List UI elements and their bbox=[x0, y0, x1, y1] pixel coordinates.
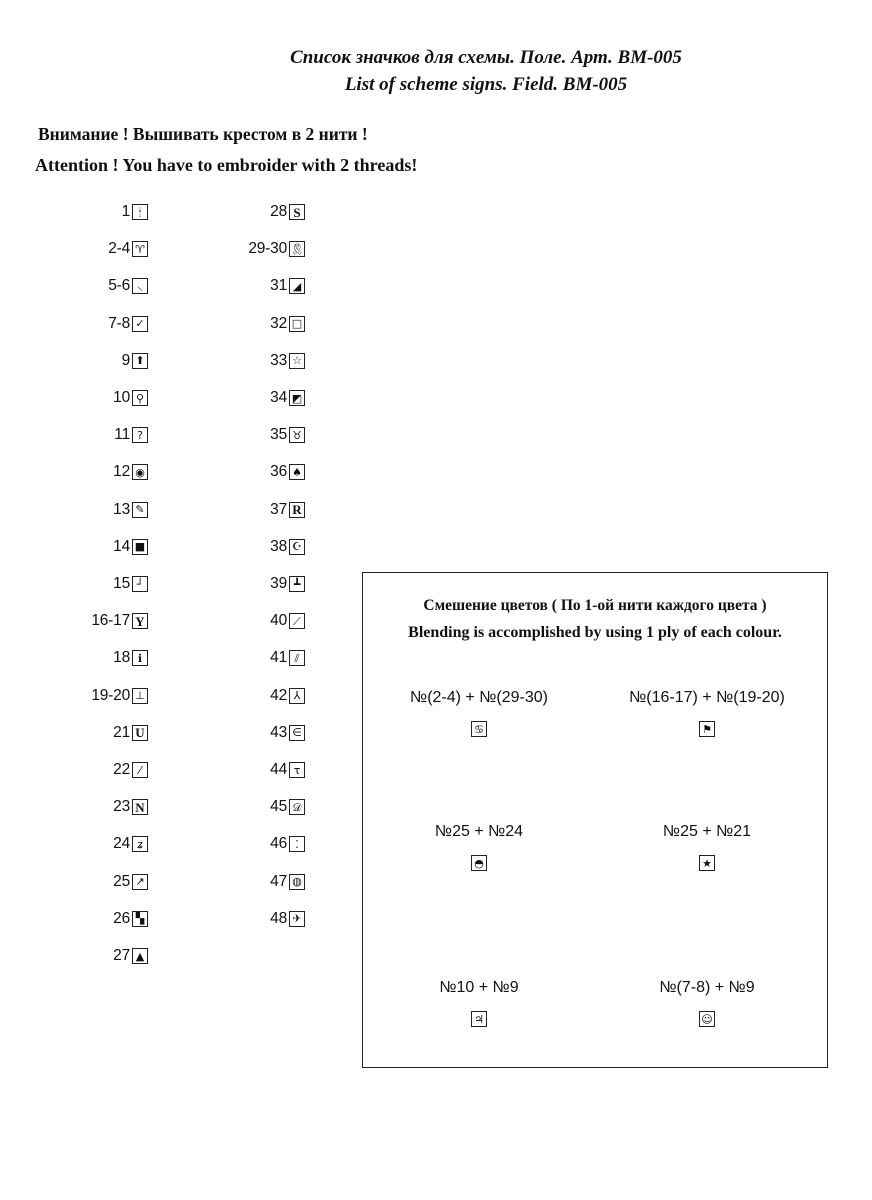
symbol-number: 13 bbox=[113, 500, 130, 518]
blend-formula: №(2-4) + №(29-30) bbox=[410, 689, 548, 706]
symbol-number: 10 bbox=[113, 389, 130, 406]
notice-english: Attention ! You have to embroider with 2 threads! bbox=[35, 155, 418, 175]
symbol-row bbox=[0, 460, 305, 484]
symbol-number: 29-30 bbox=[248, 240, 287, 258]
info-icon: ℹ bbox=[132, 650, 148, 666]
symbol-row bbox=[0, 535, 305, 559]
symbol-row bbox=[0, 274, 305, 298]
symbol-number: 39 bbox=[270, 575, 287, 592]
symbol-number: 46 bbox=[270, 835, 287, 853]
ribbon-icon: 🎗 bbox=[290, 242, 304, 256]
symbol-row bbox=[0, 758, 305, 782]
checkmark-icon: ✓ bbox=[132, 316, 148, 332]
tau-icon: τ bbox=[289, 762, 305, 778]
symbol-row bbox=[0, 870, 305, 894]
symbol-number: 35 bbox=[270, 426, 287, 444]
blend-formula: №10 + №9 bbox=[439, 979, 519, 996]
double-slash-icon: ⫽ bbox=[289, 650, 305, 666]
symbol-row bbox=[0, 795, 305, 819]
oval-slash-icon: ⁄ bbox=[132, 762, 148, 778]
aries-icon: ♈ bbox=[132, 241, 148, 257]
eye-icon: ◉ bbox=[132, 464, 148, 480]
star-filled-icon: ★ bbox=[699, 855, 715, 871]
symbol-number: 15 bbox=[113, 575, 130, 592]
taurus-icon: ♉ bbox=[289, 427, 305, 443]
symbol-number: 45 bbox=[270, 798, 287, 816]
letter-y-icon: Y bbox=[132, 613, 148, 629]
perpendicular-icon: ⊥ bbox=[132, 688, 148, 704]
symbol-row bbox=[0, 721, 305, 745]
spade-icon: ♠ bbox=[289, 464, 305, 480]
symbol-row bbox=[0, 349, 305, 373]
arrow-diagonal-icon: ↗ bbox=[132, 874, 148, 890]
symbol-row bbox=[0, 646, 305, 670]
letter-n-icon: N bbox=[132, 799, 148, 815]
blend-formula: №25 + №24 bbox=[434, 823, 524, 840]
symbol-row bbox=[0, 684, 305, 708]
flag-icon: ⚑ bbox=[699, 721, 715, 737]
shield-icon: ◢ bbox=[289, 278, 305, 294]
symbol-row bbox=[0, 572, 305, 596]
symbol-row bbox=[0, 200, 305, 224]
symbol-number: 11 bbox=[114, 426, 130, 444]
symbol-number: 42 bbox=[270, 686, 287, 704]
letter-u-icon: U bbox=[132, 725, 148, 741]
star-outline-icon: ☆ bbox=[289, 353, 305, 369]
empty-square-icon: □ bbox=[289, 316, 305, 332]
blend-item bbox=[379, 689, 579, 737]
airplane-icon: ✈ bbox=[289, 911, 305, 927]
question-icon: ? bbox=[132, 427, 148, 443]
symbol-number: 37 bbox=[270, 500, 287, 518]
letter-r-icon: R bbox=[289, 502, 305, 518]
symbol-number: 36 bbox=[270, 463, 287, 481]
symbol-number: 7-8 bbox=[108, 314, 130, 332]
script-d-icon: 𝒟 bbox=[289, 799, 305, 815]
symbol-number: 27 bbox=[113, 947, 130, 964]
symbol-row bbox=[0, 944, 148, 968]
blend-item bbox=[379, 979, 579, 1027]
angle-lines-icon: ⟋ bbox=[289, 613, 305, 629]
corner-icon: ┘ bbox=[132, 576, 148, 592]
symbol-row bbox=[0, 423, 305, 447]
blend-title-english: Blending is accomplished by using 1 ply of each colour. bbox=[408, 624, 782, 641]
notice-russian: Внимание ! Вышивать крестом в 2 нити ! bbox=[38, 124, 368, 144]
symbol-number: 38 bbox=[270, 537, 287, 555]
title-english: List of scheme signs. Field. BM-005 bbox=[344, 74, 628, 95]
symbol-number: 1 bbox=[121, 203, 130, 220]
symbol-number: 34 bbox=[270, 389, 287, 406]
element-of-icon: ∈ bbox=[289, 725, 305, 741]
hook-icon: ʑ bbox=[132, 836, 148, 852]
blend-formula: №(16-17) + №(19-20) bbox=[629, 689, 785, 706]
symbol-number: 24 bbox=[113, 835, 130, 853]
symbol-number: 47 bbox=[270, 872, 287, 890]
symbol-number: 2-4 bbox=[108, 240, 130, 258]
half-circle-icon: ◓ bbox=[471, 855, 487, 871]
symbol-number: 5-6 bbox=[108, 277, 130, 295]
symbol-number: 41 bbox=[270, 649, 287, 667]
symbol-number: 33 bbox=[270, 351, 287, 369]
stamp-icon: ┻ bbox=[289, 576, 305, 592]
symbol-number: 23 bbox=[113, 798, 130, 816]
half-square-icon: ◩ bbox=[289, 390, 305, 406]
symbol-number: 48 bbox=[270, 909, 287, 927]
blend-item bbox=[379, 823, 579, 871]
symbol-number: 44 bbox=[270, 761, 287, 778]
symbol-number: 32 bbox=[270, 314, 287, 332]
filled-square-icon: ■ bbox=[132, 539, 148, 555]
symbol-row bbox=[0, 609, 305, 633]
symbol-row bbox=[0, 386, 305, 410]
symbol-number: 22 bbox=[113, 761, 130, 778]
symbol-number: 12 bbox=[113, 463, 130, 481]
crescent-icon: ☪ bbox=[289, 539, 305, 555]
dots-icon: ⁚ bbox=[289, 836, 305, 852]
blend-item bbox=[607, 979, 807, 1027]
blend-item bbox=[607, 823, 807, 871]
jupiter-icon: ♃ bbox=[471, 1011, 487, 1027]
blend-title-russian: Смешение цветов ( По 1-ой нити каждого цвета ) bbox=[423, 597, 767, 614]
symbol-number: 43 bbox=[270, 723, 287, 741]
symbol-number: 9 bbox=[121, 351, 130, 369]
smiley-icon: ☺ bbox=[699, 1011, 715, 1027]
triangle-icon: ▲ bbox=[132, 948, 148, 964]
tripod-icon: ⅄ bbox=[289, 688, 305, 704]
key-icon: ⚲ bbox=[132, 390, 148, 406]
symbol-row bbox=[0, 832, 305, 856]
cancer-icon: ♋ bbox=[471, 721, 487, 737]
symbol-number: 26 bbox=[113, 909, 130, 927]
blend-formula: №(7-8) + №9 bbox=[659, 979, 755, 996]
symbol-number: 40 bbox=[270, 612, 287, 630]
symbol-number: 18 bbox=[113, 649, 130, 667]
pencil-icon: ✎ bbox=[132, 502, 148, 518]
symbol-row bbox=[0, 907, 305, 931]
symbol-number: 16-17 bbox=[91, 612, 130, 630]
checker-icon: ▚ bbox=[132, 911, 148, 927]
candle-icon: 🕯 bbox=[132, 204, 148, 220]
symbol-row bbox=[0, 312, 305, 336]
blend-formula: №25 + №21 bbox=[662, 823, 752, 840]
symbol-row bbox=[0, 498, 305, 522]
symbol-number: 31 bbox=[270, 277, 287, 295]
symbol-number: 14 bbox=[113, 537, 130, 555]
blending-panel bbox=[362, 572, 828, 1068]
arrow-up-icon: ⬆ bbox=[132, 353, 148, 369]
symbol-number: 21 bbox=[113, 723, 130, 741]
filled-circle-icon: ◍ bbox=[289, 874, 305, 890]
wand-icon: ⸜ bbox=[132, 278, 148, 294]
symbol-number: 19-20 bbox=[91, 686, 130, 704]
title-russian: Список значков для схемы. Поле. Арт. ВМ-005 bbox=[290, 47, 682, 68]
letter-s-icon: S bbox=[289, 204, 305, 220]
symbol-number: 28 bbox=[270, 203, 287, 220]
symbol-row bbox=[0, 237, 305, 261]
blend-item bbox=[607, 689, 807, 737]
symbol-number: 25 bbox=[113, 872, 130, 890]
